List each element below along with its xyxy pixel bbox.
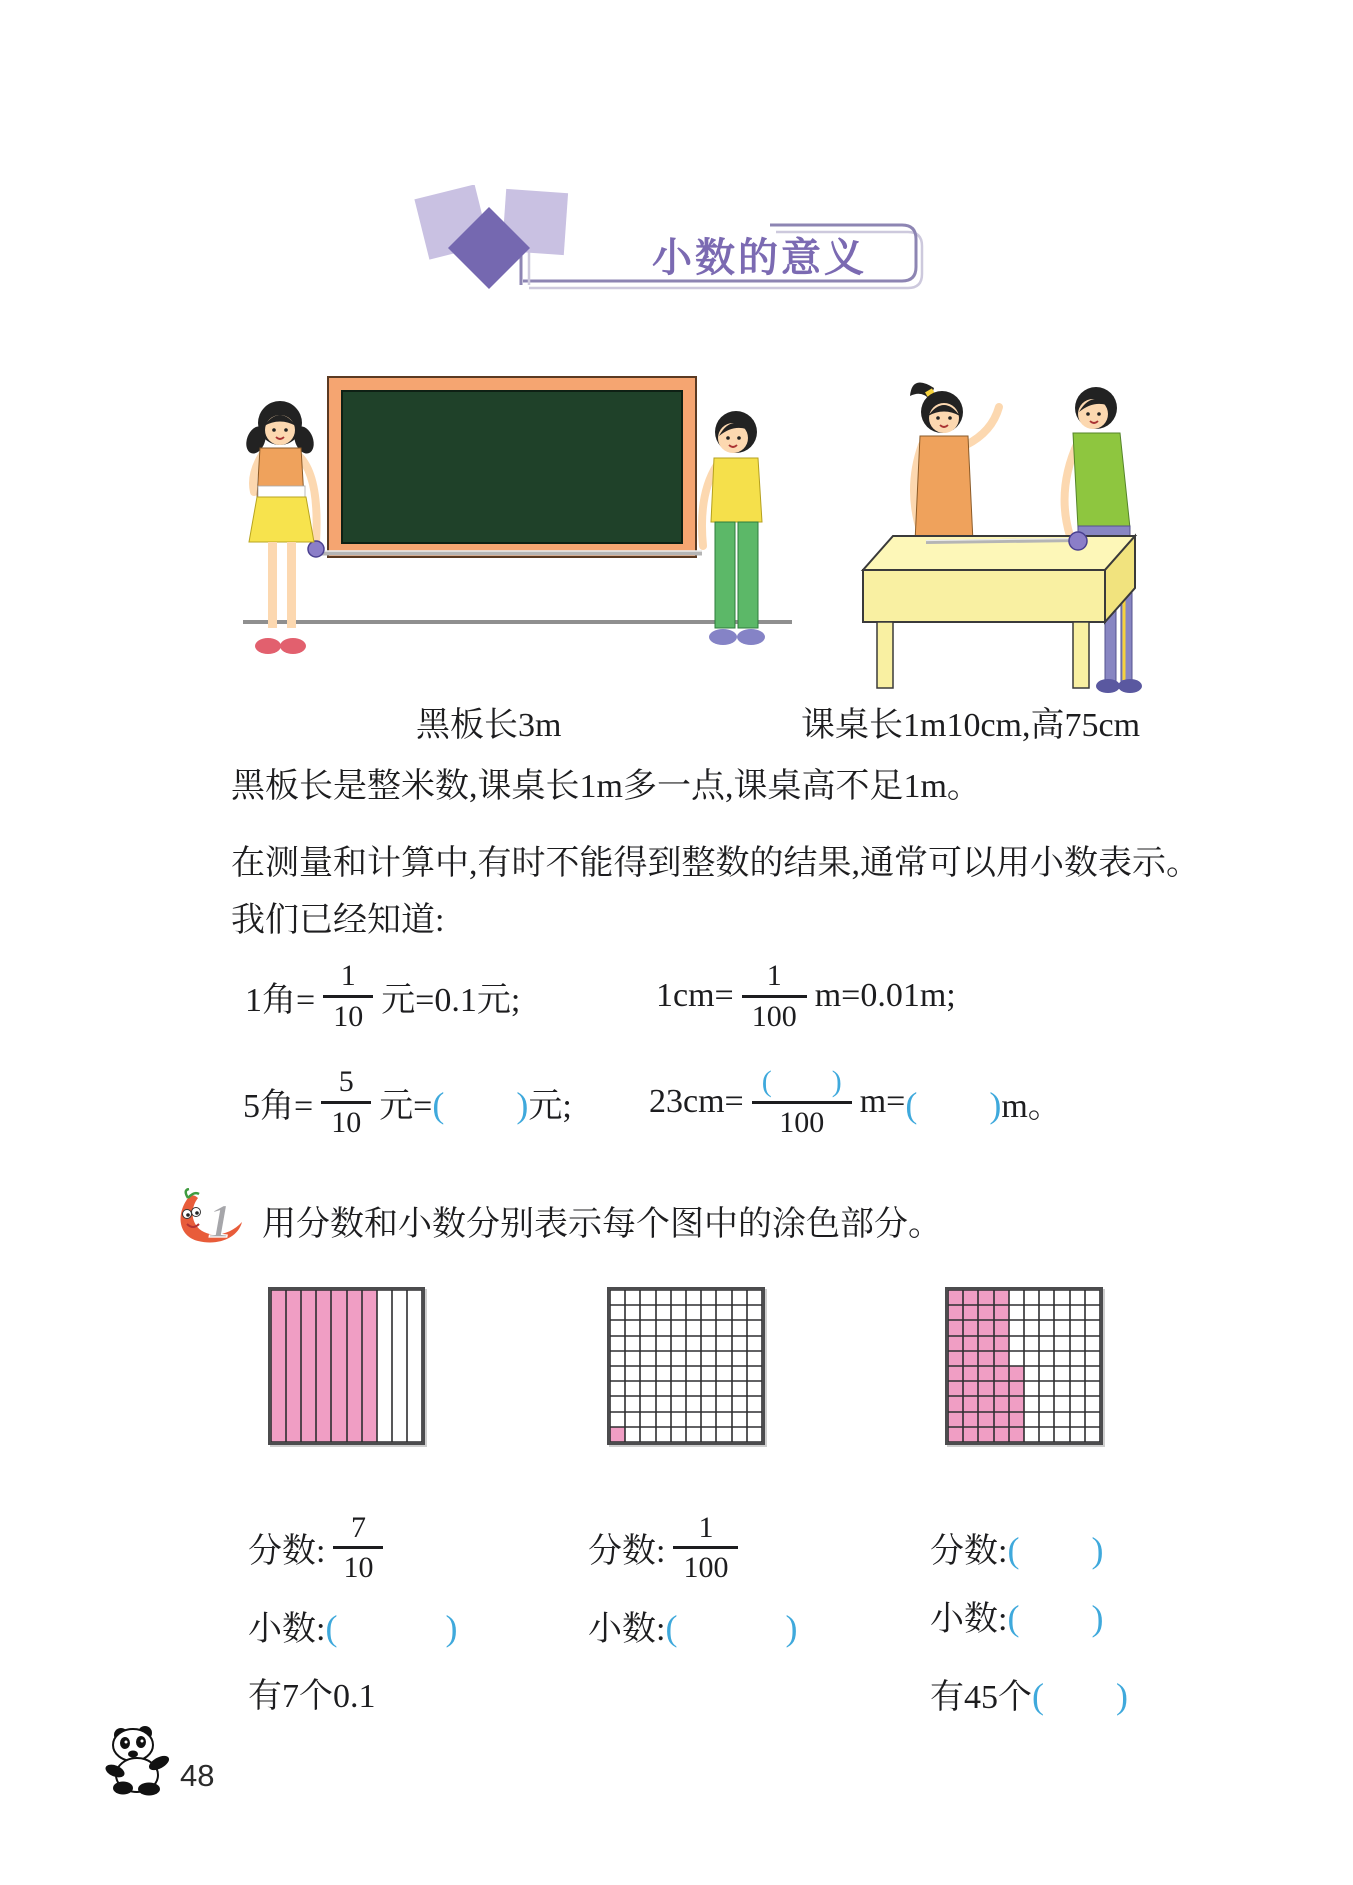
grid-cell — [1085, 1396, 1100, 1411]
grid-cell — [1024, 1366, 1039, 1381]
grid-cell — [963, 1366, 978, 1381]
grid-strip — [347, 1290, 362, 1442]
grid-cell — [716, 1290, 731, 1305]
grid-cell — [610, 1412, 625, 1427]
grid-cell — [1039, 1381, 1054, 1396]
grid-cell — [610, 1366, 625, 1381]
grid-cell — [963, 1351, 978, 1366]
grid-cell — [1085, 1366, 1100, 1381]
grid-cell — [963, 1320, 978, 1335]
grid-cell — [671, 1351, 686, 1366]
grid-cell — [671, 1320, 686, 1335]
grid-cell — [1039, 1396, 1054, 1411]
grid-cell — [1085, 1412, 1100, 1427]
grid-cell — [1085, 1305, 1100, 1320]
grid-cell — [963, 1381, 978, 1396]
answer-decimal-col3 — [930, 1590, 1103, 1641]
grid-cell — [701, 1290, 716, 1305]
formula-5jiao — [243, 1046, 572, 1158]
grid-cell — [686, 1320, 701, 1335]
grid-cell — [747, 1396, 762, 1411]
exercise-number: 1 — [208, 1195, 232, 1246]
formula-text: 元=0.1元; — [381, 981, 521, 1019]
answer-blank: ( ) — [1007, 1530, 1104, 1570]
grid-cell — [1024, 1305, 1039, 1320]
grid-cell — [1085, 1427, 1100, 1442]
grid-cell — [994, 1381, 1009, 1396]
grid-cell — [1070, 1305, 1085, 1320]
grid-cell — [948, 1290, 963, 1305]
grid-cell — [686, 1412, 701, 1427]
grid-cell — [747, 1381, 762, 1396]
grid-cell — [656, 1366, 671, 1381]
tenths-strip-figure — [268, 1287, 425, 1445]
grid-cell — [625, 1427, 640, 1442]
grid-cell — [732, 1351, 747, 1366]
girl-right — [910, 383, 999, 542]
grid-cell — [732, 1412, 747, 1427]
page-title: 小数的意义 — [652, 236, 867, 280]
grid-cell — [747, 1290, 762, 1305]
exercise-number-icon — [174, 1188, 252, 1246]
grid-cell — [686, 1336, 701, 1351]
grid-cell — [625, 1320, 640, 1335]
grid-cell — [994, 1336, 1009, 1351]
formula-text: 23cm= — [649, 1083, 744, 1120]
measuring-scene-illustration — [180, 290, 1200, 695]
grid-cell — [625, 1351, 640, 1366]
blackboard-caption: 黑板长3m — [416, 707, 562, 744]
grid-cell — [716, 1351, 731, 1366]
grid-cell — [716, 1381, 731, 1396]
grid-cell — [732, 1290, 747, 1305]
answer-count-col3: 有45个 ( ) — [930, 1668, 1128, 1719]
grid-cell — [978, 1336, 993, 1351]
grid-cell — [948, 1320, 963, 1335]
girl-left — [243, 401, 324, 654]
grid-strip — [362, 1290, 377, 1442]
fraction-label: 分数: — [248, 1533, 326, 1570]
grid-cell — [1070, 1412, 1085, 1427]
grid-cell — [1039, 1412, 1054, 1427]
formula-text: m= — [859, 1083, 906, 1120]
grid-cell — [656, 1290, 671, 1305]
grid-cell — [1009, 1412, 1024, 1427]
grid-cell — [1070, 1351, 1085, 1366]
grid-cell — [948, 1305, 963, 1320]
grid-cell — [1009, 1427, 1024, 1442]
grid-cell — [1054, 1427, 1069, 1442]
grid-cell — [671, 1427, 686, 1442]
grid-cell — [732, 1427, 747, 1442]
grid-cell — [994, 1366, 1009, 1381]
grid-cell — [1085, 1290, 1100, 1305]
grid-cell — [701, 1427, 716, 1442]
grid-cell — [978, 1366, 993, 1381]
answer-blank: ( ) — [1032, 1676, 1128, 1716]
grid-cell — [963, 1427, 978, 1442]
grid-cell — [1024, 1320, 1039, 1335]
decimal-label: 小数: — [248, 1611, 326, 1648]
grid-cell — [701, 1320, 716, 1335]
formula-1cm — [656, 940, 956, 1052]
grid-cell — [948, 1381, 963, 1396]
grid-cell — [701, 1412, 716, 1427]
paragraph-explanation: 在测量和计算中,有时不能得到整数的结果,通常可以用小数表示。 — [231, 845, 1200, 882]
grid-cell — [1070, 1320, 1085, 1335]
formula-text: 元= — [379, 1087, 433, 1125]
grid-cell — [625, 1290, 640, 1305]
grid-cell — [1070, 1290, 1085, 1305]
grid-cell — [994, 1351, 1009, 1366]
grid-cell — [686, 1427, 701, 1442]
grid-cell — [625, 1366, 640, 1381]
grid-cell — [671, 1336, 686, 1351]
grid-cell — [716, 1320, 731, 1335]
boy-left — [702, 411, 765, 645]
grid-cell — [716, 1396, 731, 1411]
grid-cell — [1085, 1351, 1100, 1366]
grid-cell — [732, 1381, 747, 1396]
grid-cell — [671, 1396, 686, 1411]
grid-strip — [377, 1290, 392, 1442]
grid-cell — [716, 1427, 731, 1442]
grid-cell — [732, 1396, 747, 1411]
grid-cell — [671, 1412, 686, 1427]
grid-cell — [1024, 1290, 1039, 1305]
grid-cell — [1054, 1396, 1069, 1411]
grid-cell — [716, 1305, 731, 1320]
grid-cell — [656, 1412, 671, 1427]
hundredths-grid-figure-1 — [607, 1287, 765, 1445]
grid-cell — [640, 1381, 655, 1396]
grid-strip — [316, 1290, 331, 1442]
grid-cell — [656, 1336, 671, 1351]
grid-cell — [686, 1290, 701, 1305]
grid-cell — [1024, 1396, 1039, 1411]
grid-cell — [656, 1320, 671, 1335]
grid-cell — [963, 1290, 978, 1305]
answer-fraction-col3 — [930, 1495, 1103, 1600]
formula-text: 1角= — [245, 981, 316, 1019]
grid-cell — [948, 1396, 963, 1411]
grid-cell — [640, 1412, 655, 1427]
answer-blank: ( ) — [905, 1084, 1002, 1125]
decimal-label: 小数: — [588, 1611, 666, 1648]
grid-cell — [1070, 1396, 1085, 1411]
grid-cell — [994, 1396, 1009, 1411]
grid-cell — [994, 1290, 1009, 1305]
grid-cell — [716, 1366, 731, 1381]
blackboard — [328, 377, 696, 557]
answer-decimal-col2 — [588, 1600, 797, 1651]
grid-cell — [671, 1366, 686, 1381]
grid-cell — [671, 1305, 686, 1320]
answer-count-col1: 有7个0.1 — [248, 1678, 376, 1715]
grid-cell — [1009, 1351, 1024, 1366]
grid-cell — [1024, 1427, 1039, 1442]
grid-cell — [640, 1320, 655, 1335]
fraction-1-10: $\frac{1}{10}$ — [323, 957, 373, 1035]
grid-cell — [1039, 1290, 1054, 1305]
grid-cell — [948, 1336, 963, 1351]
grid-cell — [978, 1396, 993, 1411]
grid-cell — [1039, 1427, 1054, 1442]
hundredths-grid-figure-2 — [945, 1287, 1103, 1445]
grid-cell — [1070, 1427, 1085, 1442]
grid-cell — [701, 1336, 716, 1351]
grid-cell — [1070, 1381, 1085, 1396]
grid-cell — [732, 1366, 747, 1381]
fraction-label: 分数: — [930, 1533, 1008, 1570]
grid-cell — [1024, 1412, 1039, 1427]
grid-cell — [1085, 1320, 1100, 1335]
page-number: 48 — [180, 1758, 215, 1793]
grid-cell — [701, 1396, 716, 1411]
grid-cell — [948, 1366, 963, 1381]
grid-strip — [271, 1290, 286, 1442]
grid-cell — [978, 1351, 993, 1366]
formula-23cm — [649, 1046, 1062, 1158]
grid-cell — [1054, 1412, 1069, 1427]
answer-blank: ( ) — [761, 1065, 842, 1098]
answer-fraction-col1 — [248, 1495, 391, 1600]
fraction-label: 分数: — [588, 1533, 666, 1570]
fraction-7-10: $\frac{7}{10}$ — [333, 1509, 383, 1587]
grid-strip — [286, 1290, 301, 1442]
grid-cell — [625, 1336, 640, 1351]
grid-cell — [978, 1290, 993, 1305]
grid-cell — [1009, 1396, 1024, 1411]
grid-cell — [1024, 1336, 1039, 1351]
fraction-1-100: $\frac{1}{100}$ — [673, 1509, 738, 1587]
grid-cell — [625, 1412, 640, 1427]
grid-cell — [747, 1366, 762, 1381]
grid-cell — [656, 1396, 671, 1411]
grid-cell — [625, 1381, 640, 1396]
grid-cell — [747, 1427, 762, 1442]
grid-cell — [1039, 1336, 1054, 1351]
grid-cell — [747, 1320, 762, 1335]
grid-cell — [656, 1427, 671, 1442]
grid-cell — [701, 1381, 716, 1396]
grid-cell — [610, 1351, 625, 1366]
grid-cell — [1054, 1351, 1069, 1366]
grid-cell — [747, 1351, 762, 1366]
formula-text: 元; — [528, 1087, 572, 1125]
grid-cell — [1054, 1320, 1069, 1335]
grid-cell — [686, 1366, 701, 1381]
grid-cell — [978, 1412, 993, 1427]
grid-cell — [625, 1305, 640, 1320]
grid-cell — [701, 1351, 716, 1366]
grid-cell — [948, 1412, 963, 1427]
grid-cell — [671, 1381, 686, 1396]
grid-cell — [747, 1336, 762, 1351]
formula-text: m=0.01m; — [814, 977, 956, 1014]
grid-cell — [610, 1336, 625, 1351]
answer-blank: ( ) — [1007, 1598, 1104, 1638]
decimal-label: 小数: — [930, 1601, 1008, 1638]
tape-reel-desk — [1069, 532, 1087, 550]
grid-cell — [1054, 1290, 1069, 1305]
grid-cell — [963, 1336, 978, 1351]
grid-cell — [656, 1305, 671, 1320]
grid-cell — [948, 1351, 963, 1366]
answer-blank: ( ) — [432, 1084, 529, 1125]
grid-cell — [732, 1336, 747, 1351]
tape-reel — [308, 541, 324, 557]
fraction-1-100: $\frac{1}{100}$ — [742, 957, 807, 1035]
grid-cell — [994, 1305, 1009, 1320]
grid-strip — [331, 1290, 346, 1442]
grid-cell — [610, 1427, 625, 1442]
grid-cell — [716, 1412, 731, 1427]
grid-cell — [640, 1366, 655, 1381]
grid-cell — [978, 1320, 993, 1335]
grid-cell — [686, 1351, 701, 1366]
answer-decimal-col1 — [248, 1600, 457, 1651]
desk — [863, 536, 1135, 688]
exercise-prompt: 用分数和小数分别表示每个图中的涂色部分。 — [262, 1206, 942, 1243]
grid-cell — [1070, 1366, 1085, 1381]
grid-cell — [1009, 1290, 1024, 1305]
grid-cell — [1009, 1320, 1024, 1335]
grid-cell — [1070, 1336, 1085, 1351]
panda-mascot-icon — [95, 1725, 185, 1797]
fraction-blank-100: $\frac{( )}{100}$ — [752, 1063, 852, 1141]
grid-cell — [1039, 1305, 1054, 1320]
grid-strip — [301, 1290, 316, 1442]
grid-cell — [1054, 1366, 1069, 1381]
grid-cell — [1039, 1366, 1054, 1381]
grid-cell — [610, 1396, 625, 1411]
grid-cell — [978, 1427, 993, 1442]
grid-cell — [1039, 1351, 1054, 1366]
grid-cell — [1009, 1336, 1024, 1351]
grid-cell — [701, 1305, 716, 1320]
grid-cell — [701, 1366, 716, 1381]
grid-cell — [732, 1320, 747, 1335]
grid-cell — [686, 1396, 701, 1411]
grid-cell — [656, 1351, 671, 1366]
answer-blank: ( ) — [325, 1608, 458, 1648]
grid-cell — [1054, 1336, 1069, 1351]
grid-cell — [1054, 1305, 1069, 1320]
grid-cell — [640, 1396, 655, 1411]
grid-cell — [625, 1396, 640, 1411]
grid-cell — [686, 1381, 701, 1396]
grid-cell — [747, 1412, 762, 1427]
grid-cell — [640, 1305, 655, 1320]
grid-cell — [686, 1305, 701, 1320]
grid-cell — [716, 1336, 731, 1351]
formula-1jiao — [245, 940, 520, 1052]
grid-cell — [1085, 1381, 1100, 1396]
grid-cell — [963, 1396, 978, 1411]
grid-cell — [747, 1305, 762, 1320]
grid-cell — [1085, 1336, 1100, 1351]
grid-cell — [610, 1290, 625, 1305]
fraction-5-10: $\frac{5}{10}$ — [321, 1063, 371, 1141]
paragraph-lead-in: 我们已经知道: — [231, 902, 445, 939]
formula-text: m。 — [1001, 1087, 1062, 1125]
grid-strip — [392, 1290, 407, 1442]
grid-cell — [963, 1305, 978, 1320]
grid-strip — [407, 1290, 422, 1442]
grid-cell — [610, 1305, 625, 1320]
grid-cell — [948, 1427, 963, 1442]
grid-cell — [1054, 1381, 1069, 1396]
grid-cell — [640, 1336, 655, 1351]
grid-cell — [610, 1381, 625, 1396]
grid-cell — [671, 1290, 686, 1305]
grid-cell — [994, 1320, 1009, 1335]
grid-cell — [963, 1412, 978, 1427]
grid-cell — [656, 1381, 671, 1396]
grid-cell — [640, 1290, 655, 1305]
answer-fraction-col2 — [588, 1495, 746, 1600]
grid-cell — [1009, 1305, 1024, 1320]
grid-cell — [994, 1412, 1009, 1427]
grid-cell — [994, 1427, 1009, 1442]
grid-cell — [978, 1305, 993, 1320]
grid-cell — [978, 1381, 993, 1396]
paragraph-observation: 黑板长是整米数,课桌长1m多一点,课桌高不足1m。 — [231, 768, 981, 805]
grid-cell — [1024, 1381, 1039, 1396]
grid-cell — [610, 1320, 625, 1335]
grid-cell — [640, 1351, 655, 1366]
formula-text: 1cm= — [656, 977, 734, 1014]
formula-text: 5角= — [243, 1087, 314, 1125]
grid-cell — [1009, 1381, 1024, 1396]
grid-cell — [1009, 1366, 1024, 1381]
grid-cell — [1024, 1351, 1039, 1366]
grid-cell — [640, 1427, 655, 1442]
desk-caption: 课桌长1m10cm,高75cm — [801, 707, 1141, 744]
grid-cell — [1039, 1320, 1054, 1335]
grid-cell — [732, 1305, 747, 1320]
answer-blank: ( ) — [665, 1608, 798, 1648]
